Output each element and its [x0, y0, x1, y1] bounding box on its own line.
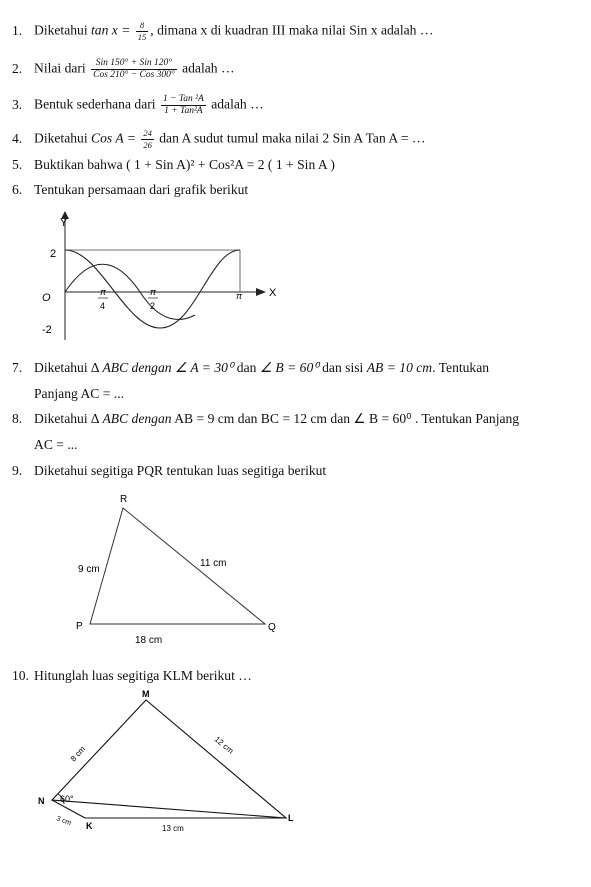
side-rq-label: 11 cm [200, 558, 227, 569]
triangle-pqr-shape [90, 508, 265, 624]
side-pq-label: 18 cm [135, 635, 163, 646]
x-tick-pi4-num: π [100, 287, 107, 297]
side-nk-label: 3 cm [55, 815, 72, 828]
y-tick-2: 2 [50, 248, 57, 260]
triangle-pqr [60, 488, 300, 658]
triangle-klm [30, 690, 300, 850]
side-kl-label: 13 cm [162, 824, 184, 833]
fraction: $\frac{\text{1 − Tan ²A}}{\text{1 + Tan²A}}$ [162, 94, 204, 116]
y-axis-label: Y [60, 217, 68, 229]
fraction: $\frac{24}{26}$ [143, 128, 152, 150]
sine-graph [30, 205, 290, 345]
vertex-q: Q [268, 622, 276, 633]
y-tick-neg2: -2 [42, 324, 52, 336]
vertex-k: K [86, 821, 93, 831]
question-7-cont: Panjang AC = ... [34, 386, 124, 401]
question-1: 1. Diketahui tan x = $\frac{8}{15}$ , dimana x di kuadran III maka nilai Sin x adalah … [12, 20, 434, 42]
question-3: 3. Bentuk sederhana dari $\frac{\text{1 − Tan ²A}}{\text{1 + Tan²A}}$ adalah … [12, 94, 264, 116]
question-10: 10. Hitunglah luas segitiga KLM berikut … [12, 668, 252, 683]
angle-n-label: 60° [60, 794, 74, 804]
fraction: $\frac{8}{15}$ [137, 20, 147, 42]
question-5: 5. Buktikan bahwa ( 1 + Sin A)² + Cos²A = 2 ( 1 + Sin A ) [12, 157, 335, 172]
question-9: 9. Diketahui segitiga PQR tentukan luas segitiga berikut [12, 463, 327, 478]
question-8-cont: AC = ... [34, 437, 78, 452]
question-4: 4. Diketahui Cos A = $\frac{24}{26}$ dan A sudut tumul maka nilai 2 Sin A Tan A = … [12, 128, 426, 150]
vertex-r: R [120, 494, 128, 505]
question-2: 2. Nilai dari $\frac{\text{Sin 150° + Sin 120°}}{\text{Cos 210° − Cos 300°}}$ adalah … [12, 58, 235, 80]
vertex-m: M [142, 690, 150, 699]
x-tick-pi4-den: 4 [100, 301, 106, 311]
vertex-p: P [76, 621, 83, 632]
question-7: 7. Diketahui ∆ ABC dengan ∠ A = 30⁰ dan ∠ B = 60⁰ dan sisi AB = 10 cm. Tentukan [12, 360, 490, 375]
vertex-n: N [38, 796, 45, 806]
fraction: $\frac{\text{Sin 150° + Sin 120°}}{\text{Cos 210° − Cos 300°}}$ [93, 58, 175, 80]
x-tick-pi2-den: 2 [150, 301, 156, 311]
side-ml-label: 12 cm [212, 734, 236, 756]
side-pr-label: 9 cm [78, 564, 100, 575]
question-6: 6. Tentukan persamaan dari grafik berikut [12, 182, 249, 197]
vertex-l: L [288, 813, 294, 823]
x-axis-label: X [269, 287, 277, 299]
triangle-klm-shape [52, 700, 286, 818]
side-nm-label: 8 cm [68, 744, 88, 764]
origin-label: O [42, 292, 51, 304]
question-8: 8. Diketahui ∆ ABC dengan AB = 9 cm dan BC = 12 cm dan ∠ B = 60⁰ . Tentukan Panjang [12, 411, 520, 426]
x-axis-arrow [256, 288, 266, 296]
x-tick-pi2-num: π [150, 287, 157, 297]
x-tick-pi: π [236, 291, 243, 301]
